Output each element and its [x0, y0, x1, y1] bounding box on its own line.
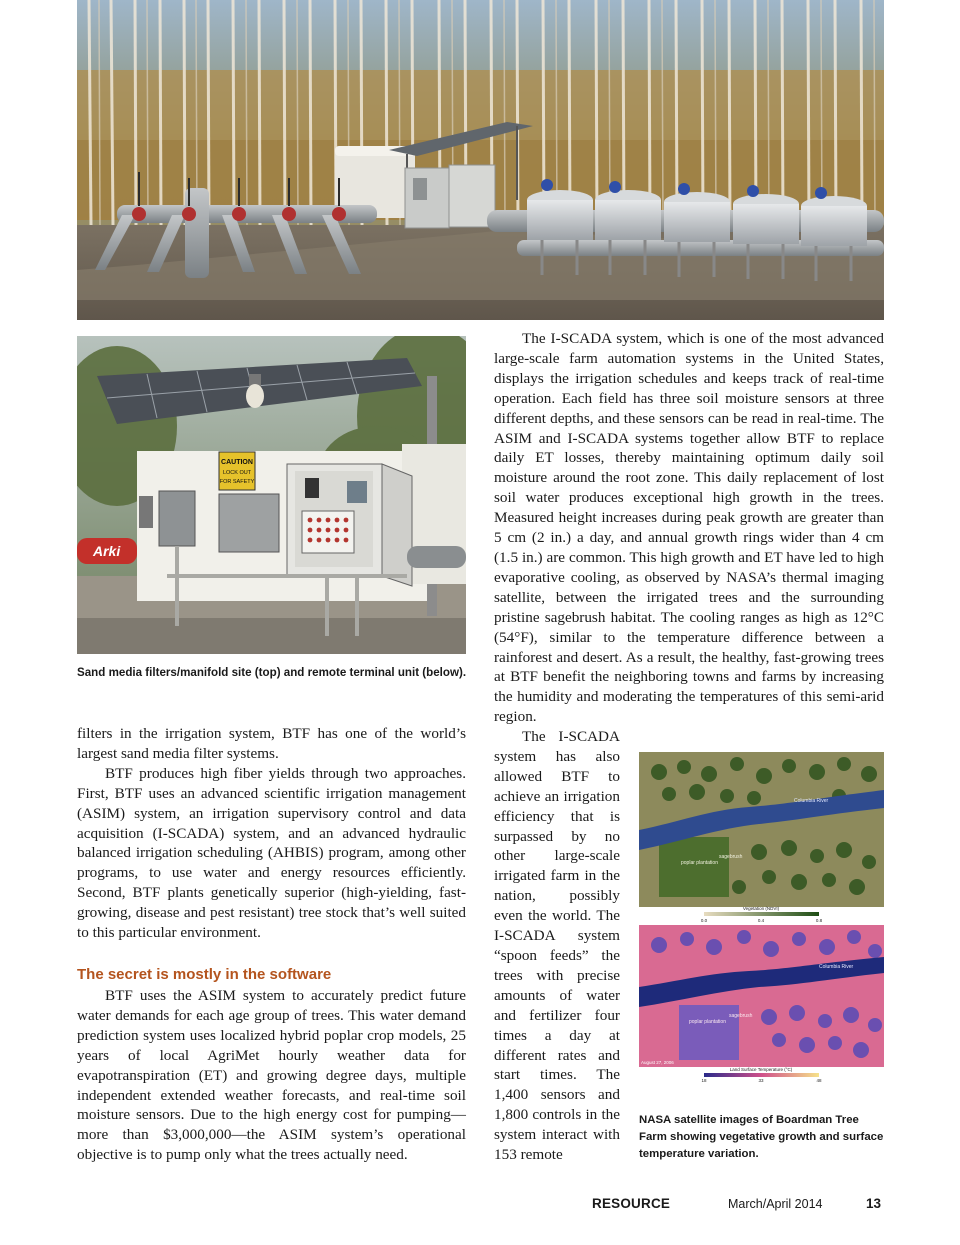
- svg-text:48: 48: [816, 1078, 822, 1083]
- svg-text:Columbia River: Columbia River: [794, 798, 829, 804]
- paragraph: filters in the irrigation system, BTF has one of the world’s largest sand media filter systems.: [77, 725, 466, 762]
- svg-text:sagebrush: sagebrush: [719, 854, 743, 860]
- svg-text:18: 18: [701, 1078, 707, 1083]
- photo-caption: Sand media filters/manifold site (top) and remote terminal unit (below).: [77, 666, 467, 679]
- paragraph: The I-SCADA system has also allowed BTF to achieve an irrigation efficiency that is surpassed by no other large-scale irrigated farm in the nation, possibly even the world. The I-SCADA system “spoon feeds” the trees with precise amounts of water and fertilizer four times a day at different rates and start times. The 1,400 sensors and 1,800 controls in the system interact with 153 remote: [494, 728, 620, 1164]
- caution-sign: [219, 452, 255, 490]
- svg-text:sagebrush: sagebrush: [729, 1013, 753, 1019]
- issue-date: March/April 2014: [728, 1197, 823, 1211]
- svg-text:FOR SAFETY: FOR SAFETY: [219, 479, 255, 485]
- right-column-narrow: [494, 727, 620, 1165]
- svg-text:August 27, 2006: August 27, 2006: [641, 1060, 674, 1065]
- magazine-name: RESOURCE: [592, 1196, 671, 1211]
- svg-text:poplar plantation: poplar plantation: [681, 860, 718, 866]
- svg-text:CAUTION: CAUTION: [221, 459, 253, 466]
- svg-text:Vegetation (NDVI): Vegetation (NDVI): [742, 906, 780, 911]
- left-column: [77, 724, 466, 1165]
- temperature-satellite-map: [639, 925, 884, 1083]
- remote-terminal-unit-photo: [77, 336, 466, 654]
- svg-text:33: 33: [758, 1078, 764, 1083]
- satellite-caption: NASA satellite images of Boardman Tree Farm showing vegetative growth and surface temperature variation.: [639, 1114, 884, 1160]
- right-column: [494, 329, 884, 727]
- svg-text:Land Surface Temperature (°C): Land Surface Temperature (°C): [729, 1067, 793, 1072]
- section-heading: The secret is mostly in the software: [77, 965, 332, 983]
- svg-text:LOCK OUT: LOCK OUT: [222, 470, 252, 476]
- svg-text:poplar plantation: poplar plantation: [689, 1019, 726, 1025]
- page-number: 13: [866, 1196, 882, 1211]
- svg-text:0.4: 0.4: [757, 918, 765, 923]
- paragraph: The I-SCADA system, which is one of the most advanced large-scale farm automation systems in the United States, displays the irrigation schedules and keeps track of real-time operation. Each field has three soil moisture sensors at three different depths, and these sensors can be read in real-time. The ASIM and I-SCADA systems together allow BTF to replace daily ET losses, thereby maintaining optimum daily soil moisture around the root zone. This daily replacement of lost soil water produces exceptional high growth in the trees. Measured height increases during peak growth are greater than 5 cm (2 in.) a day, and annual growth rings wider than 4 cm (1.5 in.) are common. This high growth and ET have led to high evaporative cooling, as observed by NASA’s thermal imaging satellite, between the irrigated trees and the surrounding pristine sagebrush habitat. The cooling ranges as high as 12°C (54°F), similar to the temperature difference between a rainforest and desert. As a result, the healthy, fast-growing trees at BTF benefit the neighboring towns and farms by increasing the humidity and moderating the temperatures of this semi-arid region.: [494, 330, 884, 726]
- paragraph: BTF uses the ASIM system to accurately predict future water demands for each age group of trees. This water demand prediction system uses localized hybrid poplar crop models, 25 years of local AgriMet hourly weather data for evapotranspiration (ET) and growing degree days, multiple independent extended weather forecasts, and real-time soil moisture sensors. Due to the high energy cost for pumping—more than $3,000,000—the ASIM system’s operational objective is to pump only what the trees actually need.: [77, 986, 466, 1164]
- filter-site-photo: [77, 0, 884, 320]
- svg-text:Arki: Arki: [93, 543, 121, 559]
- paragraph: BTF produces high fiber yields through two approaches. First, BTF uses an advanced scientific irrigation management (ASIM) system, an irrigation supervisory control and data acquisition (I-SCADA) system, and an advanced hydraulic balanced irrigation scheduling (AHBIS) program, among other programs, to use water and energy resources efficiently. Second, BTF plants genetically superior (high-yielding, fast-growing, disease and pest resistant) tree stock that’s well suited to this particular environment.: [77, 764, 466, 942]
- svg-text:Columbia River: Columbia River: [819, 964, 854, 970]
- vegetation-satellite-map: [639, 752, 884, 923]
- svg-text:0.8: 0.8: [815, 918, 823, 923]
- svg-text:0.0: 0.0: [700, 918, 708, 923]
